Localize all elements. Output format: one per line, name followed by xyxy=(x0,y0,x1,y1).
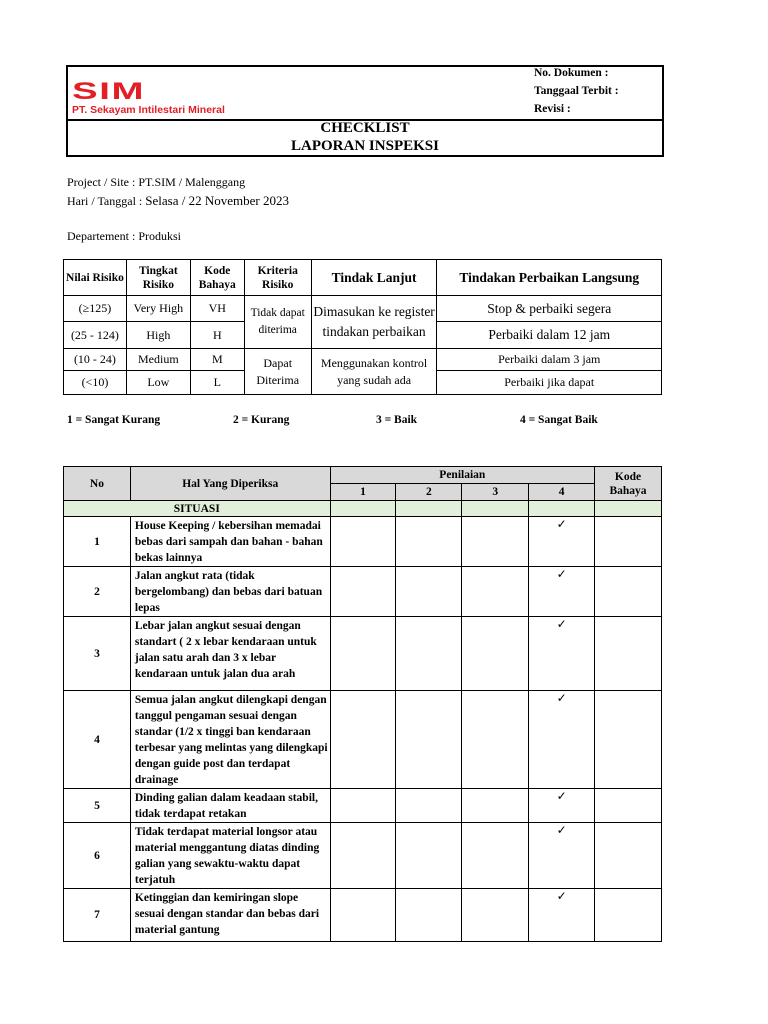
item-number: 7 xyxy=(64,889,131,942)
checklist-header-row xyxy=(64,467,662,484)
risk-kode: H xyxy=(190,322,244,349)
hazard-code-cell[interactable] xyxy=(595,617,662,691)
item-description: Lebar jalan angkut sesuai dengan standart ( 2 x lebar kendaraan untuk jalan satu arah dan 3 x lebar kendaraan untuk jalan dua arah xyxy=(130,617,330,691)
rating-cell-3[interactable] xyxy=(462,617,529,691)
rating-cell-4[interactable] xyxy=(529,691,595,789)
item-description: Ketinggian dan kemiringan slope sesuai dengan standar dan bebas dari material gantung xyxy=(130,889,330,942)
risk-nilai: (<10) xyxy=(64,371,127,395)
hazard-code-cell[interactable] xyxy=(595,889,662,942)
check-mark-icon: ✓ xyxy=(556,889,567,903)
risk-row xyxy=(64,349,662,371)
risk-kriteria-top: Tidak dapat diterima xyxy=(244,296,311,349)
rating-col-4: 4 xyxy=(529,484,595,501)
rating-cell-1[interactable] xyxy=(330,889,396,942)
item-number: 6 xyxy=(64,823,131,889)
department-label: Departement : xyxy=(67,229,139,243)
risk-tingkat: High xyxy=(126,322,190,349)
item-description: House Keeping / kebersihan memadai bebas dari sampah dan bahan - bahan bekas lainnya xyxy=(130,517,330,567)
scale-4: 4 = Sangat Baik xyxy=(520,414,598,426)
risk-perbaikan: Perbaiki dalam 12 jam xyxy=(437,322,662,349)
rating-cell-4[interactable] xyxy=(529,567,595,617)
date-value: Selasa / 22 November 2023 xyxy=(145,193,289,208)
rating-cell-4[interactable] xyxy=(529,889,595,942)
rating-cell-1[interactable] xyxy=(330,517,396,567)
date-label: Hari / Tanggal : xyxy=(67,194,146,208)
department-value: Produksi xyxy=(138,229,181,243)
risk-tindak-bottom: Menggunakan kontrol yang sudah ada xyxy=(311,349,437,395)
rating-cell-2[interactable] xyxy=(396,617,462,691)
hazard-code-cell[interactable] xyxy=(595,691,662,789)
rating-cell-2[interactable] xyxy=(396,823,462,889)
item-description: Tidak terdapat material longsor atau material menggantung diatas dinding galian yang sewaktu-waktu dapat terjatuh xyxy=(130,823,330,889)
rating-col-2: 2 xyxy=(396,484,462,501)
company-name: PT. Sekayam Intilestari Mineral xyxy=(72,104,225,116)
rating-cell-4[interactable] xyxy=(529,617,595,691)
rating-cell-2[interactable] xyxy=(396,889,462,942)
header-kode-bahaya: Kode Bahaya xyxy=(595,467,662,501)
check-mark-icon: ✓ xyxy=(556,691,567,705)
doc-number-label: No. Dokumen : xyxy=(534,67,609,79)
rating-cell-3[interactable] xyxy=(462,567,529,617)
hazard-code-cell[interactable] xyxy=(595,789,662,823)
table-row xyxy=(64,617,662,691)
risk-row xyxy=(64,296,662,322)
item-description: Dinding galian dalam keadaan stabil, tidak terdapat retakan xyxy=(130,789,330,823)
header-item: Hal Yang Diperiksa xyxy=(130,467,330,501)
table-row xyxy=(64,517,662,567)
checklist-body xyxy=(64,517,662,942)
table-row xyxy=(64,691,662,789)
header-no: No xyxy=(64,467,131,501)
revision-label: Revisi : xyxy=(534,103,571,115)
risk-perbaikan: Stop & perbaiki segera xyxy=(437,296,662,322)
item-description: Semua jalan angkut dilengkapi dengan tanggul pengaman sesuai dengan standar (1/2 x tinggi ban kendaraan terbesar yang melintas yang dilengkapi dengan guide post dan terdapat drainage xyxy=(130,691,330,789)
rating-cell-3[interactable] xyxy=(462,823,529,889)
header-penilaian: Penilaian xyxy=(330,467,594,484)
header-nilai: Nilai Risiko xyxy=(64,260,127,296)
section-title: SITUASI xyxy=(64,501,331,517)
rating-cell-1[interactable] xyxy=(330,691,396,789)
risk-header-row xyxy=(64,260,662,296)
scale-1: 1 = Sangat Kurang xyxy=(67,414,161,426)
hazard-code-cell[interactable] xyxy=(595,567,662,617)
table-row xyxy=(64,789,662,823)
rating-cell-1[interactable] xyxy=(330,789,396,823)
check-mark-icon: ✓ xyxy=(556,617,567,631)
risk-kode: L xyxy=(190,371,244,395)
rating-cell-4[interactable] xyxy=(529,517,595,567)
project-line xyxy=(67,175,245,190)
checklist-table xyxy=(63,466,662,942)
rating-cell-4[interactable] xyxy=(529,823,595,889)
hazard-code-cell[interactable] xyxy=(595,823,662,889)
check-mark-icon: ✓ xyxy=(556,823,567,837)
risk-kode: M xyxy=(190,349,244,371)
issue-date-label: Tanggaal Terbit : xyxy=(534,85,619,97)
rating-cell-2[interactable] xyxy=(396,517,462,567)
rating-cell-2[interactable] xyxy=(396,691,462,789)
company-logo xyxy=(72,78,332,118)
header-tindakan-perbaikan: Tindakan Perbaikan Langsung xyxy=(437,260,662,296)
rating-cell-1[interactable] xyxy=(330,567,396,617)
rating-cell-2[interactable] xyxy=(396,789,462,823)
rating-cell-4[interactable] xyxy=(529,789,595,823)
risk-perbaikan: Perbaiki jika dapat xyxy=(437,371,662,395)
item-number: 1 xyxy=(64,517,131,567)
risk-tingkat: Low xyxy=(126,371,190,395)
header-kriteria: Kriteria Risiko xyxy=(244,260,311,296)
project-label: Project / Site : xyxy=(67,175,139,189)
scale-3: 3 = Baik xyxy=(376,414,418,426)
risk-kriteria-bottom: Dapat Diterima xyxy=(244,349,311,395)
risk-nilai: (≥125) xyxy=(64,296,127,322)
scale-2: 2 = Kurang xyxy=(233,414,290,426)
rating-cell-3[interactable] xyxy=(462,889,529,942)
header-tingkat: Tingkat Risiko xyxy=(126,260,190,296)
rating-cell-3[interactable] xyxy=(462,691,529,789)
table-row xyxy=(64,889,662,942)
section-row xyxy=(64,501,662,517)
risk-tingkat: Very High xyxy=(126,296,190,322)
table-row xyxy=(64,823,662,889)
risk-perbaikan: Perbaiki dalam 3 jam xyxy=(437,349,662,371)
rating-col-1: 1 xyxy=(330,484,396,501)
rating-cell-3[interactable] xyxy=(462,789,529,823)
department-line xyxy=(67,229,181,244)
rating-cell-3[interactable] xyxy=(462,517,529,567)
hazard-code-cell[interactable] xyxy=(595,517,662,567)
item-number: 5 xyxy=(64,789,131,823)
check-mark-icon: ✓ xyxy=(556,789,567,803)
item-description: Jalan angkut rata (tidak bergelombang) dan bebas dari batuan lepas xyxy=(130,567,330,617)
doc-subtitle: LAPORAN INSPEKSI xyxy=(291,138,439,154)
risk-tingkat: Medium xyxy=(126,349,190,371)
risk-tindak-top: Dimasukan ke register tindakan perbaikan xyxy=(311,296,437,349)
rating-col-3: 3 xyxy=(462,484,529,501)
risk-table xyxy=(63,259,662,395)
check-mark-icon: ✓ xyxy=(556,517,567,531)
project-value: PT.SIM / Malenggang xyxy=(138,175,246,189)
rating-cell-1[interactable] xyxy=(330,823,396,889)
check-mark-icon: ✓ xyxy=(556,567,567,581)
risk-nilai: (25 - 124) xyxy=(64,322,127,349)
rating-cell-2[interactable] xyxy=(396,567,462,617)
logo-mark: SIM xyxy=(72,78,146,105)
header-tindak-lanjut: Tindak Lanjut xyxy=(311,260,437,296)
date-line xyxy=(67,193,289,209)
risk-nilai: (10 - 24) xyxy=(64,349,127,371)
item-number: 3 xyxy=(64,617,131,691)
header-kode: Kode Bahaya xyxy=(190,260,244,296)
item-number: 2 xyxy=(64,567,131,617)
item-number: 4 xyxy=(64,691,131,789)
risk-kode: VH xyxy=(190,296,244,322)
doc-title: CHECKLIST xyxy=(320,120,410,136)
rating-cell-1[interactable] xyxy=(330,617,396,691)
table-row xyxy=(64,567,662,617)
